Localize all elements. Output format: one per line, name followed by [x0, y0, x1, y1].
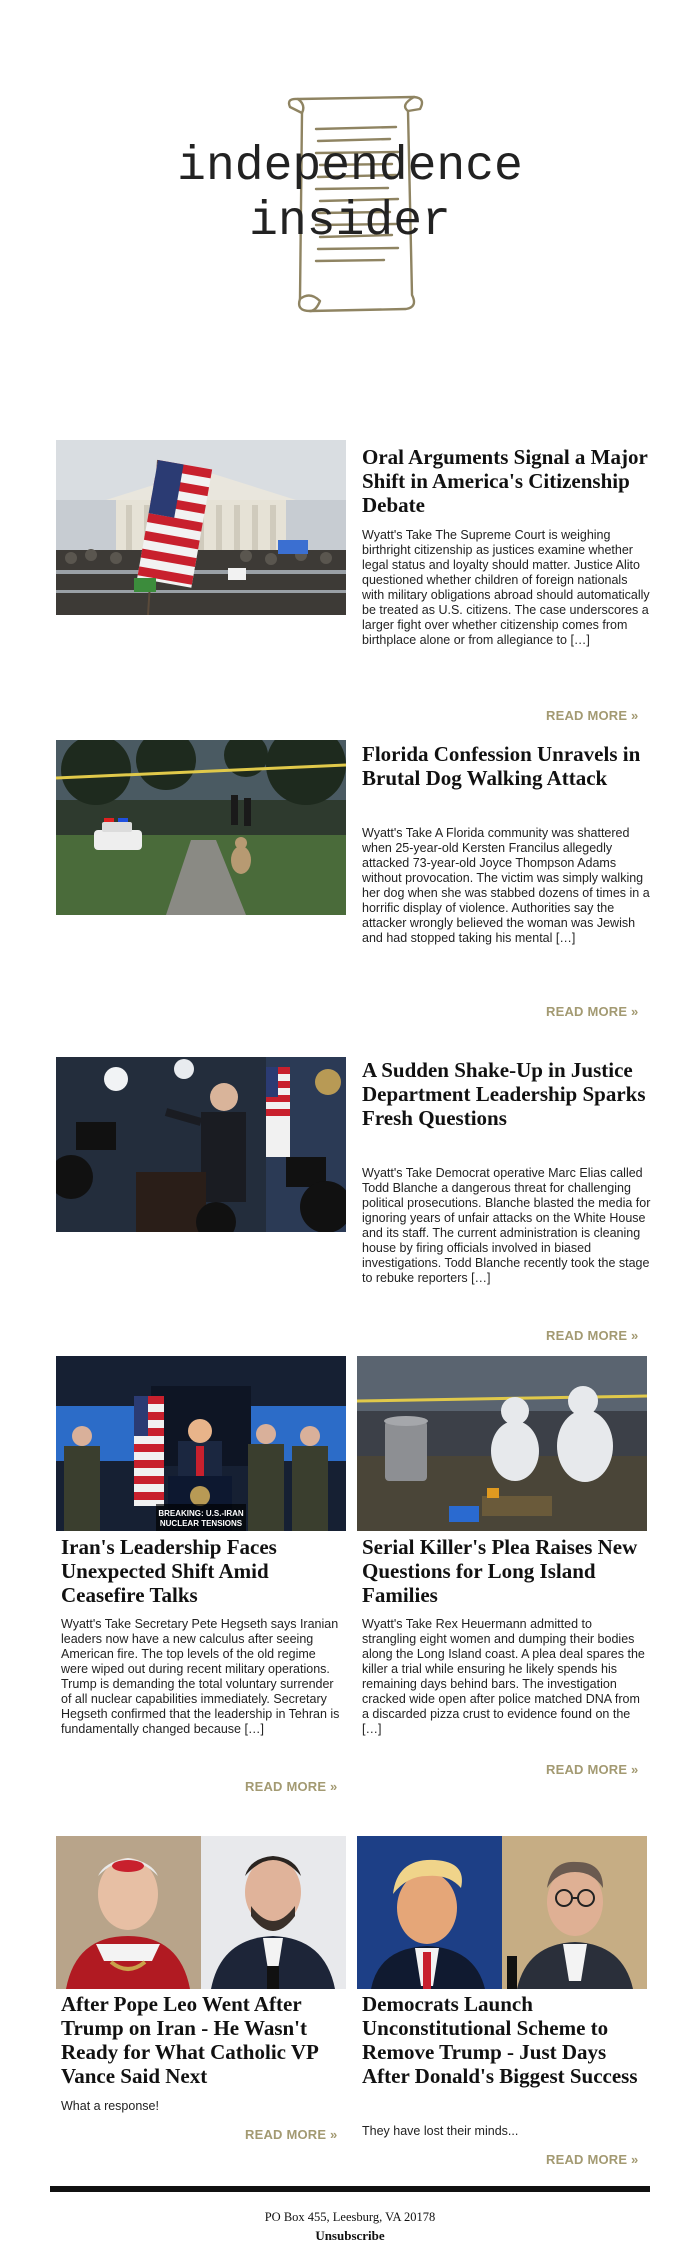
article-6-image[interactable] — [56, 1836, 346, 1989]
article-4-title[interactable]: Iran's Leadership Faces Unexpected Shift Amid Ceasefire Talks — [61, 1535, 277, 1607]
article-1-excerpt: Wyatt's Take The Supreme Court is weighing birthright citizenship as justices examine whether legal status and loyalty should matter. Justice Alito questioned whether children of foreign nationals with military obligations abroad should automatically be treated as U.S. citizens. The case underscores a larger fight over whether citizenship comes from birthplace alone or from allegiance to […] — [362, 528, 650, 647]
article-2-read-more-link[interactable]: READ MORE » — [546, 1004, 639, 1019]
article-5-image[interactable] — [357, 1356, 647, 1531]
brand-wordmark-line2: insider — [249, 195, 451, 249]
article-1-title[interactable]: Oral Arguments Signal a Major Shift in America's Citizenship Debate — [362, 445, 648, 517]
article-6-title[interactable]: After Pope Leo Went After Trump on Iran - He Wasn't Ready for What Catholic VP Vance Said Next — [61, 1992, 318, 2088]
footer-divider — [50, 2186, 650, 2192]
article-3-image[interactable] — [56, 1057, 346, 1232]
article-5-title[interactable]: Serial Killer's Plea Raises New Questions for Long Island Families — [362, 1535, 638, 1607]
unsubscribe-link[interactable]: Unsubscribe — [315, 2228, 385, 2243]
article-1-read-more-link[interactable]: READ MORE » — [546, 708, 639, 723]
article-4-image-caption-line2: NUCLEAR TENSIONS — [159, 1519, 243, 1528]
article-2-excerpt: Wyatt's Take A Florida community was shattered when 25-year-old Kersten Francilus allegedly attacked 73-year-old Joyce Thompson Adams without provocation. The victim was simply walking her dog when she was stabbed dozens of times in a horrific display of violence. Authorities say the attacker wrongly believed the woman was Jewish and had stopped taking his mental […] — [362, 826, 650, 945]
pope-and-vp-photo-art — [56, 1836, 346, 1989]
press-conference-photo — [56, 1057, 346, 1232]
article-6-read-more-link[interactable]: READ MORE » — [245, 2127, 338, 2142]
article-4-excerpt: Wyatt's Take Secretary Pete Hegseth says Iranian leaders now have a new calculus after seeing American fire. The top levels of the old regime were wiped out during recent military operations. Trump is demanding the total voluntary surrender of all nuclear capabilities immediately. Secretary Hegseth confirmed that the leadership in Tehran is fundamentally changed because […] — [61, 1617, 340, 1736]
article-7-read-more-link[interactable]: READ MORE » — [546, 2152, 639, 2167]
iran-briefing-photo-art — [56, 1356, 346, 1531]
footer-address: PO Box 455, Leesburg, VA 20178 — [264, 2210, 436, 2224]
article-7-excerpt: They have lost their minds... — [362, 2124, 519, 2138]
brand-wordmark-line1: independence — [177, 140, 523, 194]
crime-scene-photo — [56, 740, 346, 915]
forensic-photo — [357, 1356, 647, 1531]
article-5-excerpt: Wyatt's Take Rex Heuermann admitted to strangling eight women and dumping their bodies along the Long Island coast. A plea deal spares the killer a trial while ensuring he likely spends his remaining days behind bars. The investigation cracked wide open after police matched DNA from a discarded pizza crust to evidence found on the […] — [362, 1617, 645, 1736]
article-3-excerpt: Wyatt's Take Democrat operative Marc Elias called Todd Blanche a dangerous threat for challenging political prosecutions. Blanche blasted the media for ignoring years of unfair attacks on the White House and its staff. The current administration is cleaning house by firing officials involved in biased investigations. Todd Blanche recently took the stage to rebuke reporters […] — [362, 1166, 651, 1285]
article-5-read-more-link[interactable]: READ MORE » — [546, 1762, 639, 1777]
article-2-image[interactable] — [56, 740, 346, 915]
brand-logo[interactable] — [0, 95, 700, 325]
article-4-read-more-link[interactable]: READ MORE » — [245, 1779, 338, 1794]
article-1-image[interactable] — [56, 440, 346, 615]
article-7-title[interactable]: Democrats Launch Unconstitutional Scheme to Remove Trump - Just Days After Donald's Biggest Success — [362, 1992, 638, 2088]
article-4-image[interactable] — [56, 1356, 346, 1531]
article-7-image[interactable] — [357, 1836, 647, 1989]
trump-and-raskin-photo-art — [357, 1836, 647, 1989]
article-3-read-more-link[interactable]: READ MORE » — [546, 1328, 639, 1343]
article-6-excerpt: What a response! — [61, 2099, 159, 2113]
supreme-court-photo — [56, 440, 346, 615]
article-4-image-caption-line1: BREAKING: U.S.-IRAN — [158, 1509, 244, 1518]
article-2-title[interactable]: Florida Confession Unravels in Brutal Dog Walking Attack — [362, 742, 641, 790]
article-3-title[interactable]: A Sudden Shake-Up in Justice Department Leadership Sparks Fresh Questions — [362, 1058, 646, 1130]
